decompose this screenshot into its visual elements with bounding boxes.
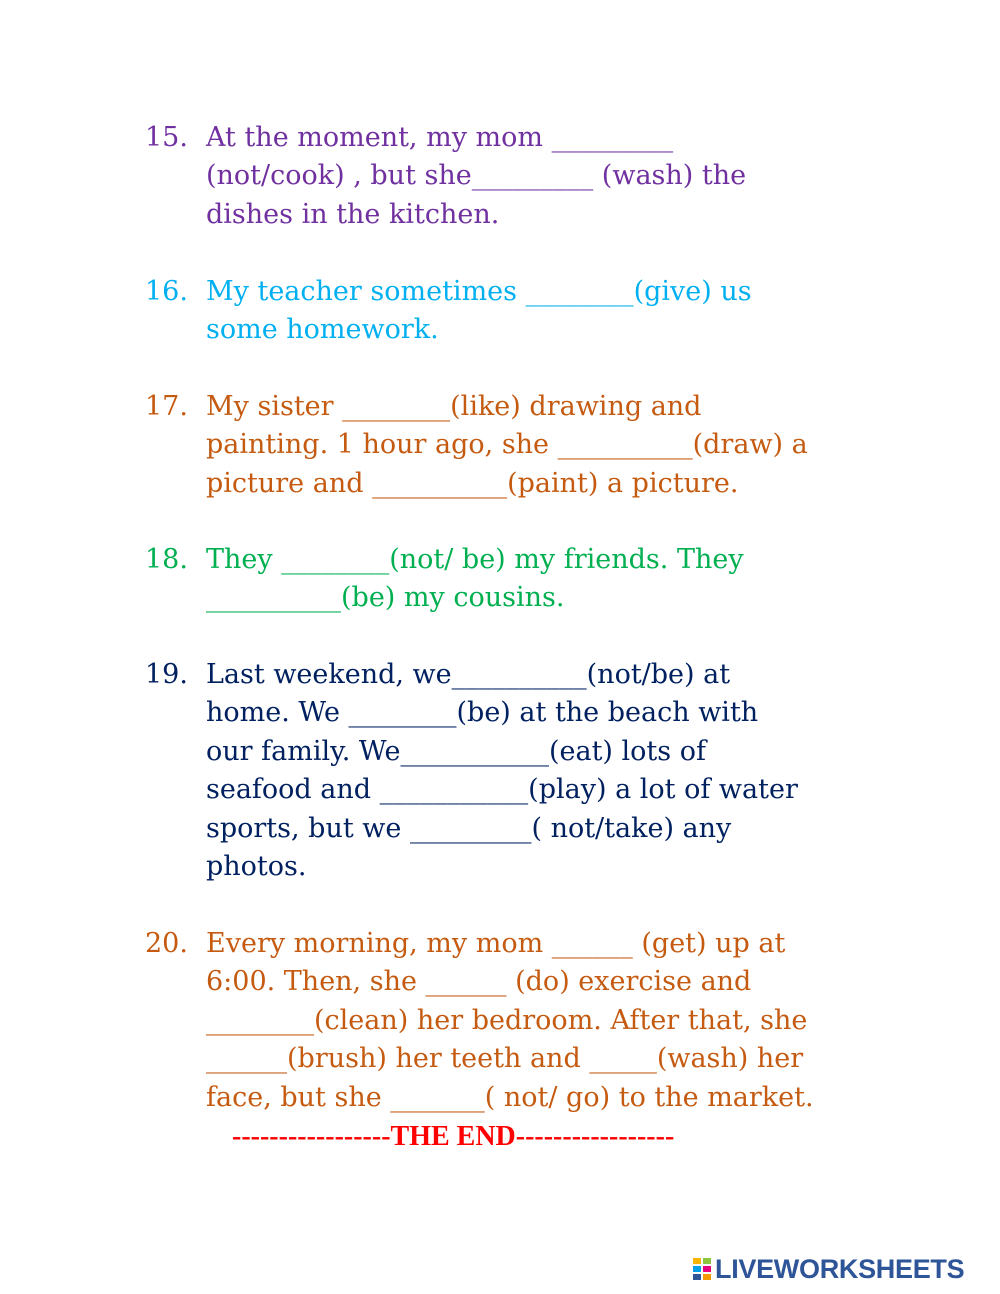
exercise-text-line: (not/cook) , but she_________ (wash) the [206,160,747,192]
liveworksheets-brand[interactable] [692,1254,964,1284]
exercise-text-line: some homework. [206,314,439,346]
exercise-text-line: photos. [206,851,307,883]
exercise-number: 18. [145,544,188,575]
logo-tile [692,1273,702,1281]
exercise-number: 20. [145,928,188,959]
exercise-text-line: our family. We___________(eat) lots of [206,735,706,767]
logo-tile [692,1265,702,1273]
exercise-text-line: dishes in the kitchen. [206,198,500,230]
exercise-text-line: sports, but we _________( not/take) any [206,812,732,844]
exercise-text-line: Last weekend, we__________(not/be) at [206,659,731,690]
exercise-number: 19. [145,659,188,690]
logo-tile [702,1257,712,1265]
brand-name: LIVEWORKSHEETS [715,1253,965,1284]
exercise-number: 17. [145,391,188,422]
exercise-text-line: ______(brush) her teeth and _____(wash) her [206,1043,804,1075]
exercise-text-line: At the moment, my mom _________ [206,122,674,153]
exercise-number: 16. [145,276,188,307]
exercise-text-line: home. We ________(be) at the beach with [206,697,759,729]
the-end-banner: -----------------THE END----------------- [232,1121,675,1152]
exercise-text-line: Every morning, my mom ______ (get) up at [206,928,786,959]
exercise-text-line: painting. 1 hour ago, she __________(draw) a [206,429,808,461]
exercise-18 [145,541,885,618]
exercise-number: 15. [145,122,188,153]
liveworksheets-logo-icon [692,1257,712,1281]
exercise-text-line: My sister ________(like) drawing and [206,391,702,422]
logo-tile [702,1273,712,1281]
exercise-text-line: They ________(not/ be) my friends. They [206,544,744,575]
logo-tile [692,1257,702,1265]
exercise-15 [145,119,885,234]
exercise-text-line: ________(clean) her bedroom. After that, she [206,1004,808,1036]
exercise-text-line: My teacher sometimes ________(give) us [206,276,752,307]
exercise-16 [145,273,885,350]
exercise-17 [145,388,885,503]
exercise-text-line: picture and __________(paint) a picture. [206,467,739,499]
exercise-text-line: seafood and ___________(play) a lot of water [206,774,798,806]
exercise-20 [145,925,885,1117]
exercise-text-line: 6:00. Then, she ______ (do) exercise and [206,966,752,998]
logo-tile [702,1265,712,1273]
exercise-text-line: __________(be) my cousins. [206,582,565,614]
exercise-19 [145,656,885,886]
exercise-text-line: face, but she _______( not/ go) to the market. [206,1081,814,1113]
